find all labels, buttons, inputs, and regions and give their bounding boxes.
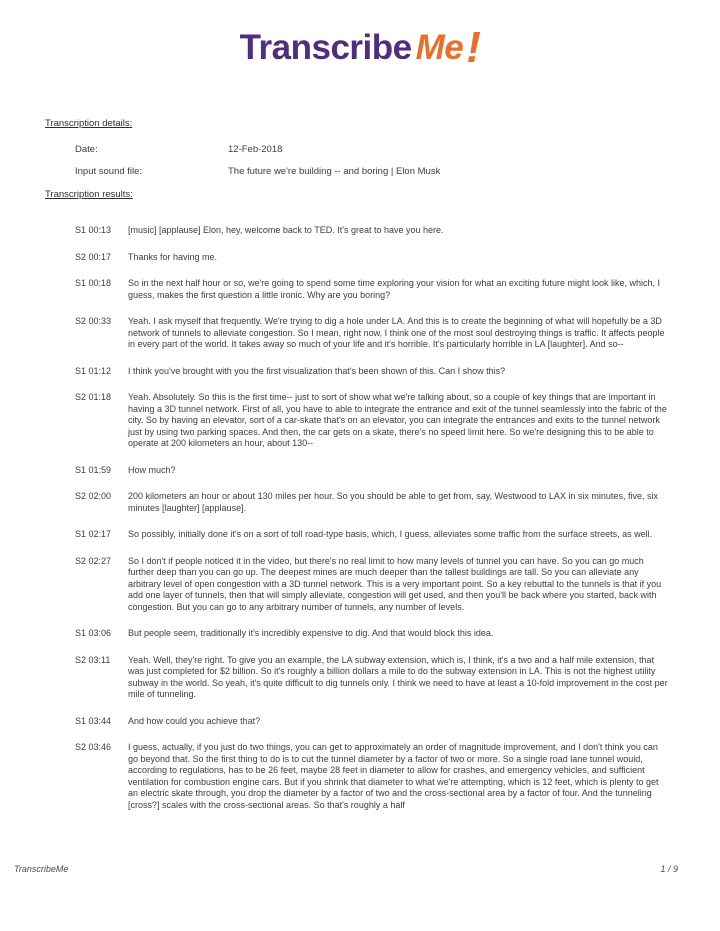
speaker-timestamp: S1 03:06	[75, 628, 112, 638]
transcription-details	[0, 144, 720, 178]
transcript-entry	[75, 655, 670, 701]
transcription-details-heading: Transcription details:	[45, 118, 133, 129]
transcript-entry	[75, 716, 670, 728]
input-sound-file-value: The future we're building -- and boring | Elon Musk	[228, 166, 441, 177]
date-label: Date:	[75, 144, 98, 155]
utterance-text: How much?	[128, 464, 176, 475]
utterance-text: I think you've brought with you the first visualization that's been shown of this. Can I show this?	[128, 365, 506, 376]
utterance-text: [music] [applause] Elon, hey, welcome back to TED. It's great to have you here.	[128, 225, 444, 235]
utterance-text: Yeah. Absolutely. So this is the first time-- just to sort of show what we're talking about, so a couple of key things that are important in having a 3D tunnel network. First of all, you have to able to integrate the entrance and exit of the tunnel seamlessly into the fabric of the city. So by having an elevator, sort of a car-skate that's on an elevator, you can integrate the entrances and exits to the tunnel network just by using two parking spaces. And then, the car gets on a skate, there's no speed limit here. So we're designing this to be able to operate at 200 kilometers an hour, about 130--	[128, 392, 667, 448]
speaker-timestamp: S2 03:11	[75, 654, 111, 665]
transcript-entry	[75, 366, 670, 378]
utterance-text: So possibly, initially done it's on a sort of toll road-type basis, which, I guess, alleviates some traffic from the surface streets, as well.	[128, 529, 653, 539]
utterance-text: Thanks for having me.	[128, 251, 218, 262]
speaker-timestamp: S2 02:00	[75, 491, 112, 501]
utterance-text: So I don't if people noticed it in the video, but there's no real limit to how many levels of tunnel you can have. So you can go much further deep than you can go up. The deepest mines are much deeper than the tallest buildings are tall. So you can alleviate any arbitrary level of open congestion with a 3D tunnel network. This is a very important point. So a key rebuttal to the tunnels is that if you add one layer of tunnels, then that will simply alleviate, congestion will get used, and then you'll be back where you started, back with congestion. But you can go to any arbitrary number of tunnels, any number of levels.	[128, 555, 662, 612]
utterance-text: So in the next half hour or so, we're going to spend some time exploring your vision for what an exciting future might look like, which, I guess, makes the first question a little ironic. Why are you boring?	[128, 278, 660, 300]
logo-word-transcribe: Transcribe	[239, 28, 412, 67]
speaker-timestamp: S1 01:59	[75, 464, 112, 475]
transcript-entry	[75, 628, 670, 640]
transcript-entry	[75, 491, 670, 514]
utterance-text: But people seem, traditionally it's incredibly expensive to dig. And that would block this idea.	[128, 628, 494, 638]
page-footer	[14, 864, 678, 874]
transcript-entry	[75, 556, 670, 614]
utterance-text: And how could you achieve that?	[128, 715, 261, 726]
utterance-text: I guess, actually, if you just do two things, you can get to approximately an order of magnitude improvement, and I don't think you can go beyond that. So the first thing to do is to cut the tunnel diameter by a factor of two or more. So a single road lane tunnel would, according to regulations, has to be 26 feet, maybe 28 feet in diameter to allow for crashes, and emergency vehicles, and sufficient ventilation for combustion engine cars. But if you shrink that diameter to what we're attempting, which is 12 feet, which is plenty to get an electric skate through, you drop the diameter by a factor of two and the cross-sectional area by a factor of four. And the tunneling [cross?] scales with the cross-sectional areas. So that's roughly a half	[128, 742, 659, 810]
speaker-timestamp: S1 01:12	[75, 365, 112, 376]
logo-exclamation: !	[466, 23, 481, 72]
detail-row-date	[75, 144, 720, 156]
transcript-entry	[75, 252, 670, 264]
date-value: 12-Feb-2018	[228, 144, 283, 155]
transcript-entry	[75, 392, 670, 450]
speaker-timestamp: S1 03:44	[75, 715, 112, 726]
transcript-body	[75, 225, 670, 811]
detail-row-input-sound-file	[75, 166, 720, 178]
footer-brand: TranscribeMe	[14, 864, 69, 874]
utterance-text: Yeah. I ask myself that frequently. We're trying to dig a hole under LA. And this is to create the beginning of what will hopefully be a 3D network of tunnels to alleviate congestion. So I mean, right now, I think one of the most soul destroying things is traffic. It affects people in every part of the world. It takes away so much of your life and it's horrible. It's particularly horrible in LA [laughter]. And so--	[128, 316, 665, 349]
speaker-timestamp: S2 02:27	[75, 555, 112, 566]
speaker-timestamp: S2 00:17	[75, 251, 112, 262]
transcript-entry	[75, 465, 670, 477]
page-number: 1 / 9	[660, 864, 678, 874]
speaker-timestamp: S2 03:46	[75, 742, 112, 752]
transcript-entry	[75, 278, 670, 301]
transcription-results-heading: Transcription results:	[45, 189, 133, 200]
input-sound-file-label: Input sound file:	[75, 166, 143, 177]
transcript-entry	[75, 316, 670, 351]
utterance-text: 200 kilometers an hour or about 130 miles per hour. So you should be able to get from, say, Westwood to LAX in six minutes, five, six minutes [laughter] [applause].	[128, 491, 658, 513]
speaker-timestamp: S1 00:18	[75, 278, 112, 288]
speaker-timestamp: S2 00:33	[75, 316, 112, 326]
transcript-entry	[75, 742, 670, 811]
utterance-text: Yeah. Well, they're right. To give you an example, the LA subway extension, which is, I think, it's a two and a half mile extension, that was just completed for $2 billion. So it's roughly a billion dollars a mile to do the subway extension in LA. This is not the highest utility subway in the world. So yeah, it's quite difficult to dig tunnels only. I think we need to have at least a 10-fold improvement in the cost per mile of tunneling.	[128, 654, 668, 699]
speaker-timestamp: S1 02:17	[75, 529, 112, 539]
speaker-timestamp: S1 00:13	[75, 225, 112, 235]
transcript-entry	[75, 225, 670, 237]
logo-word-me: Me	[415, 28, 464, 67]
transcribeme-logo	[0, 0, 720, 70]
transcript-entry	[75, 529, 670, 541]
speaker-timestamp: S2 01:18	[75, 392, 112, 402]
